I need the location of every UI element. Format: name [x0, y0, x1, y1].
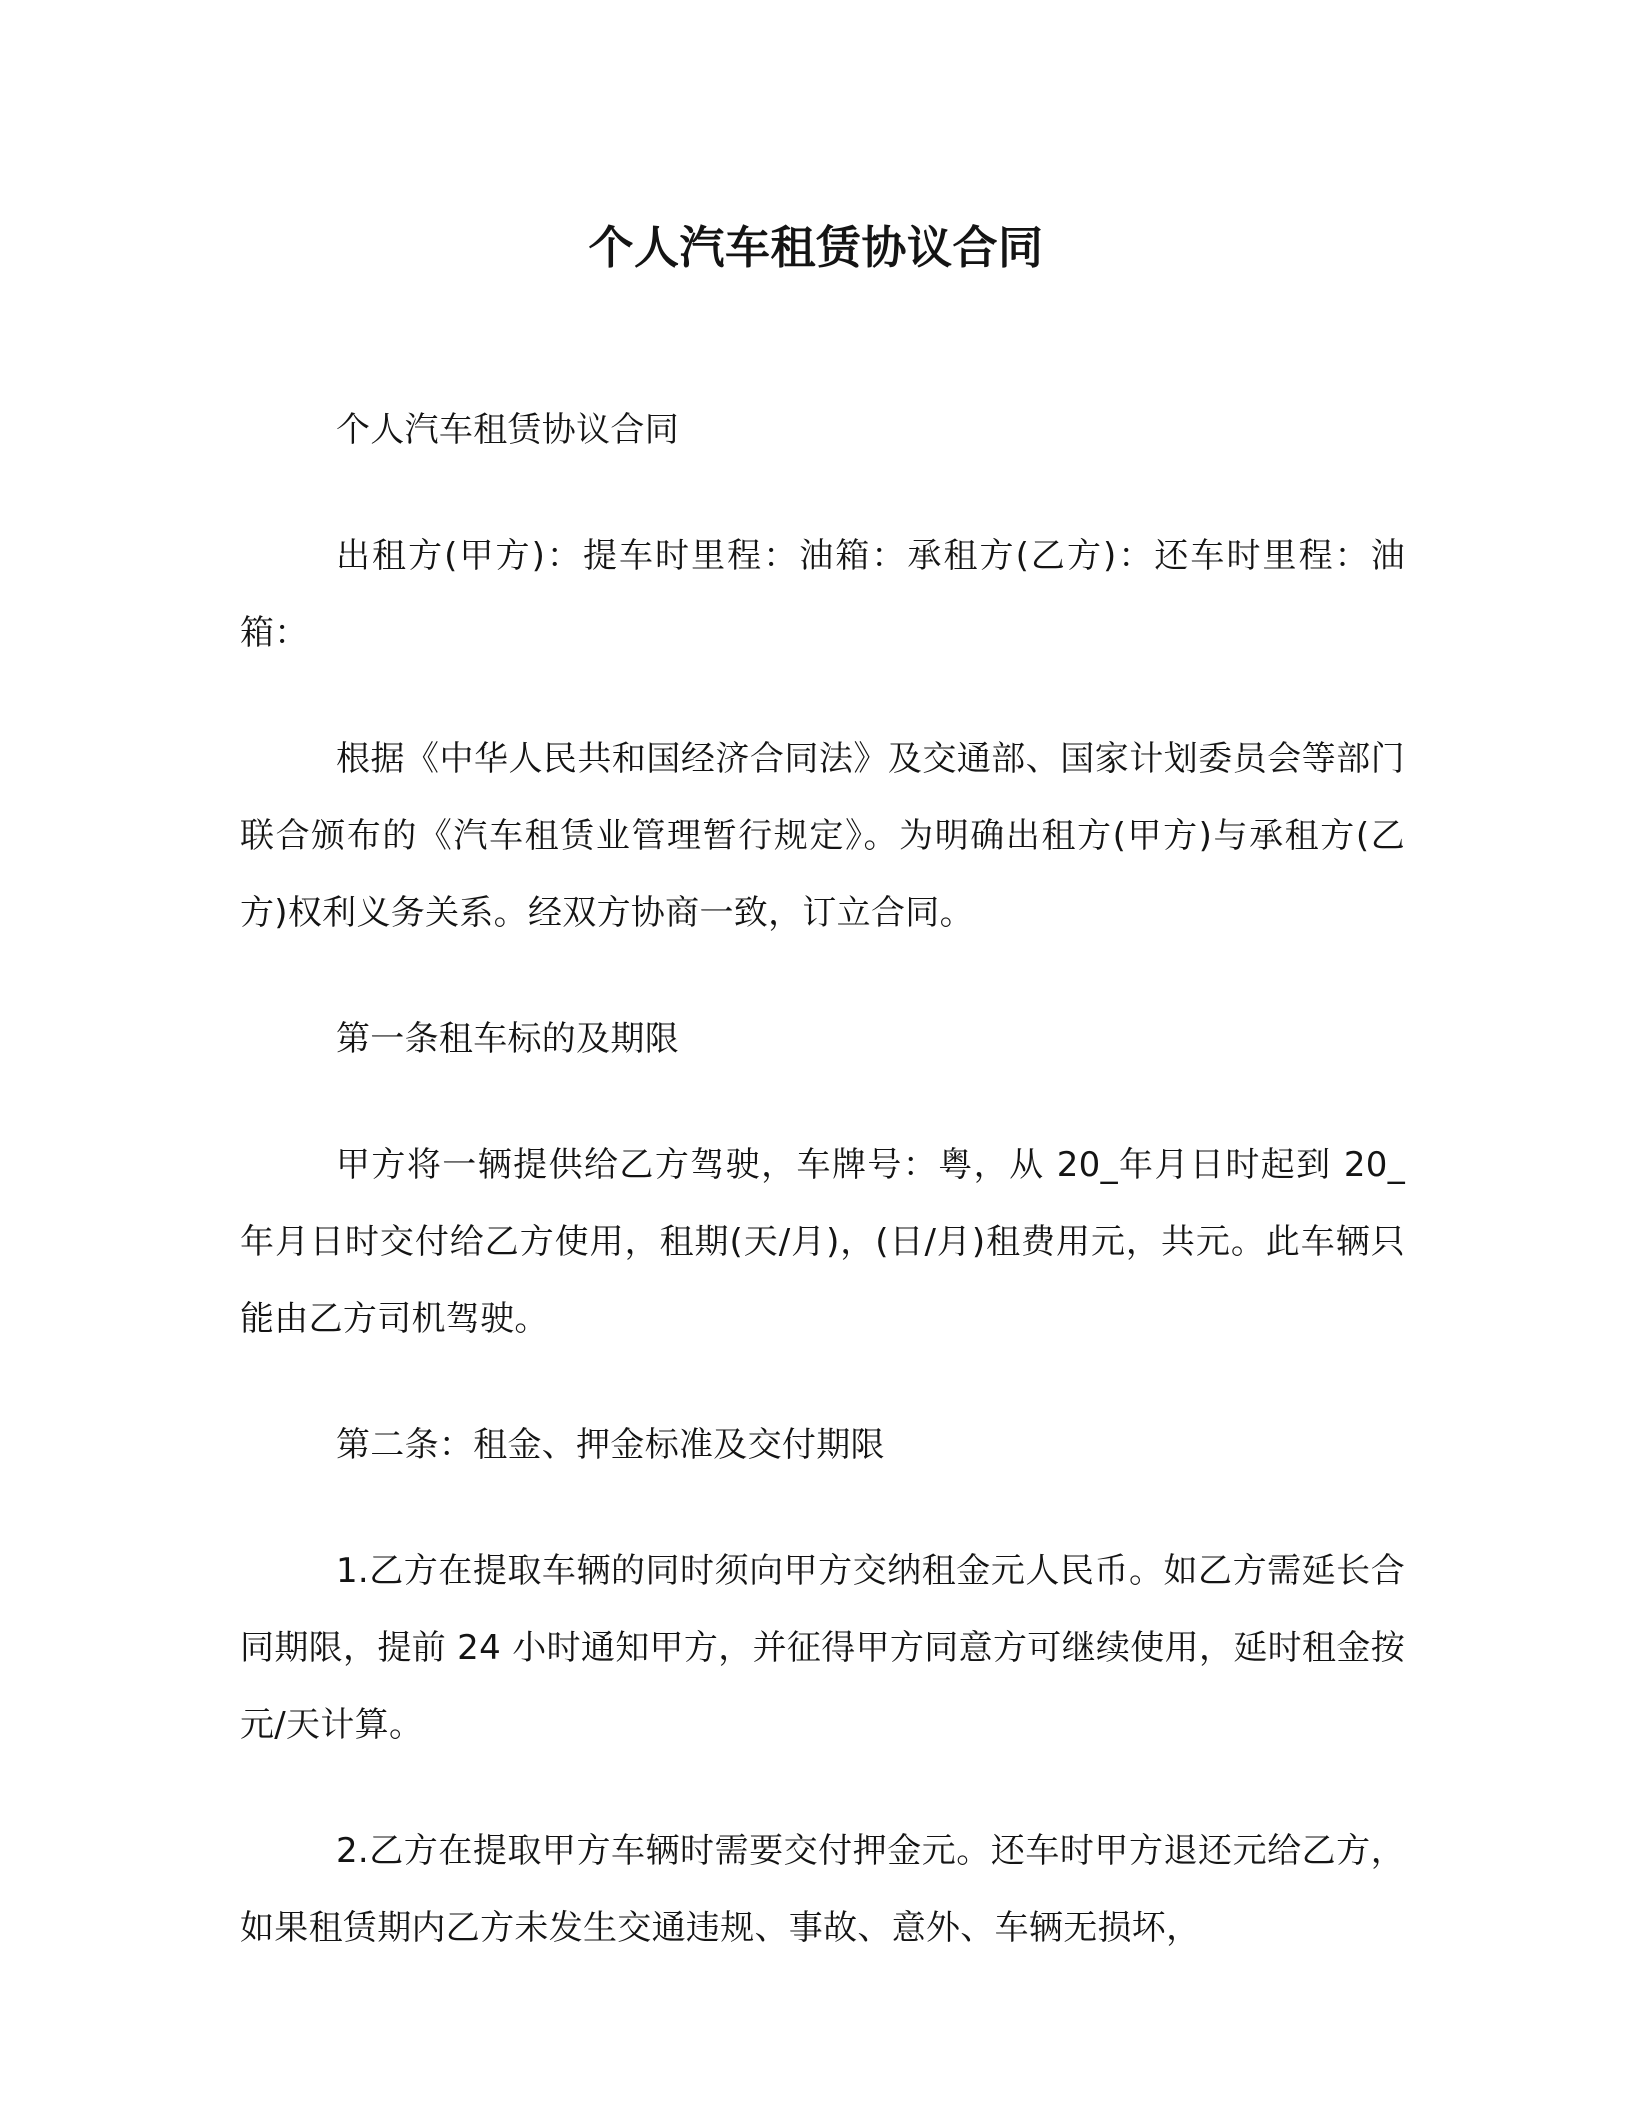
- article-1-body: 甲方将一辆提供给乙方驾驶，车牌号：粤，从 20_年月日时起到 20_年月日时交付给乙方使用，租期(天/月)，(日/月)租费用元，共元。此车辆只能由乙方司机驾驶。: [240, 1145, 1405, 1339]
- paragraph-parties: 出租方(甲方)：提车时里程：油箱：承租方(乙方)：还车时里程：油箱：: [240, 536, 1405, 653]
- article-2-clause-2: 2.乙方在提取甲方车辆时需要交付押金元。还车时甲方退还元给乙方，如果租赁期内乙方未发生交通违规、事故、意外、车辆无损坏，: [240, 1831, 1405, 1948]
- article-1-heading: 第一条租车标的及期限: [336, 1019, 679, 1059]
- document-body: [240, 392, 1405, 2016]
- document-title: 个人汽车租赁协议合同: [588, 221, 1044, 274]
- article-2-heading: 第二条：租金、押金标准及交付期限: [336, 1425, 885, 1465]
- paragraph-preamble: 根据《中华人民共和国经济合同法》及交通部、国家计划委员会等部门联合颁布的《汽车租赁业管理暂行规定》。为明确出租方(甲方)与承租方(乙方)权利义务关系。经双方协商一致，订立合同。: [240, 739, 1405, 933]
- article-2-clause-1: 1.乙方在提取车辆的同时须向甲方交纳租金元人民币。如乙方需延长合同期限，提前 24 小时通知甲方，并征得甲方同意方可继续使用，延时租金按元/天计算。: [240, 1551, 1405, 1745]
- paragraph-subtitle: 个人汽车租赁协议合同: [336, 410, 679, 450]
